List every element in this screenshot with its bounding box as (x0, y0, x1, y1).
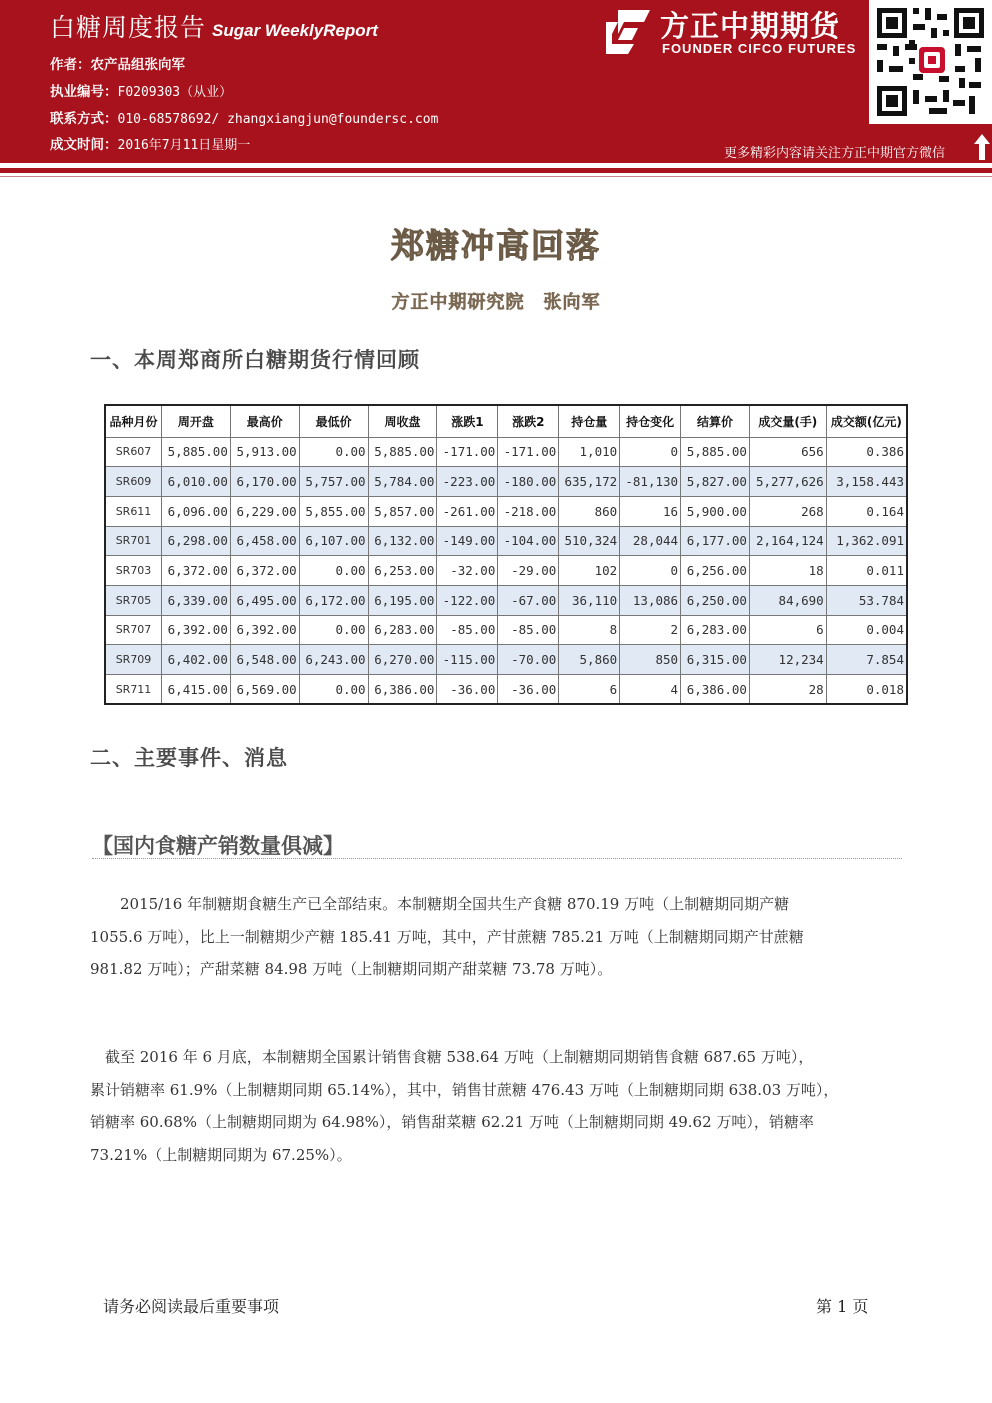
table-cell: -70.00 (498, 645, 559, 675)
paragraph-line: 累计销糖率 61.9%（上制糖期同期 65.14%），其中，销售甘蔗糖 476.43 万吨（上制糖期同期 638.03 万吨）， (90, 1080, 839, 1099)
contact-line (50, 107, 438, 127)
paragraph-line: 2015/16 年制糖期食糖生产已全部结束。本制糖期全国共生产食糖 870.19 万吨（上制糖期同期产糖 (90, 895, 790, 913)
table-cell: 6,402.00 (162, 645, 231, 675)
table-cell: 84,690 (749, 585, 826, 615)
table-cell: 28 (749, 675, 826, 705)
table-cell: 0.00 (299, 556, 368, 586)
paragraph-production (90, 888, 910, 986)
table-cell: 6,177.00 (681, 526, 750, 556)
table-cell: 5,855.00 (299, 496, 368, 526)
table-cell: 6,283.00 (368, 615, 437, 645)
table-cell: 635,172 (559, 467, 620, 497)
contract-code-cell: SR611 (105, 496, 162, 526)
table-cell: 6,096.00 (162, 496, 231, 526)
page-number: 第 1 页 (816, 1297, 869, 1316)
table-row (105, 437, 907, 467)
table-cell: 6,298.00 (162, 526, 231, 556)
table-cell: -85.00 (437, 615, 498, 645)
table-cell: 6,229.00 (230, 496, 299, 526)
table-cell: 5,827.00 (681, 467, 750, 497)
subheading-rule (92, 858, 902, 859)
header-divider-thin (0, 176, 992, 177)
subheading-production-sales: 【国内食糖产销数量俱减】 (92, 834, 344, 858)
table-cell: 6,315.00 (681, 645, 750, 675)
column-header: 成交量(手) (749, 405, 826, 437)
table-cell: -149.00 (437, 526, 498, 556)
column-header: 涨跌2 (498, 405, 559, 437)
table-cell: 0.386 (826, 437, 907, 467)
table-cell: 6,392.00 (230, 615, 299, 645)
table-cell: 13,086 (620, 585, 681, 615)
contract-code-cell: SR711 (105, 675, 162, 705)
table-cell: 5,885.00 (681, 437, 750, 467)
column-header: 品种月份 (105, 405, 162, 437)
table-cell: 3,158.443 (826, 467, 907, 497)
table-cell: 268 (749, 496, 826, 526)
column-header: 最高价 (230, 405, 299, 437)
arrow-up-icon (974, 134, 990, 160)
table-cell: -32.00 (437, 556, 498, 586)
contact-info: 010-68578692/ zhangxiangjun@foundersc.com (117, 112, 439, 127)
table-cell: 2,164,124 (749, 526, 826, 556)
table-cell: -81,130 (620, 467, 681, 497)
table-cell: 5,885.00 (368, 437, 437, 467)
table-cell: 6,372.00 (230, 556, 299, 586)
table-cell: 5,900.00 (681, 496, 750, 526)
table-cell: 0.00 (299, 615, 368, 645)
table-cell: 6,283.00 (681, 615, 750, 645)
wechat-follow-note: 更多精彩内容请关注方正中期官方微信 (724, 146, 946, 161)
contract-code-cell: SR705 (105, 585, 162, 615)
table-cell: 2 (620, 615, 681, 645)
contract-code-cell: SR609 (105, 467, 162, 497)
header-divider (0, 168, 992, 173)
table-cell: 6,386.00 (368, 675, 437, 705)
table-cell: 6 (749, 615, 826, 645)
table-cell: -67.00 (498, 585, 559, 615)
table-header-row (105, 405, 907, 437)
table-cell: 6,495.00 (230, 585, 299, 615)
table-cell: 6,386.00 (681, 675, 750, 705)
contact-label: 联系方式： (50, 111, 118, 127)
column-header: 周开盘 (162, 405, 231, 437)
table-cell: -261.00 (437, 496, 498, 526)
table-row (105, 526, 907, 556)
table-cell: 28,044 (620, 526, 681, 556)
paragraph-line: 销糖率 60.68%（上制糖期同期为 64.98%），销售甜菜糖 62.21 万吨（上制糖期同期 49.62 万吨），销糖率 (90, 1113, 814, 1131)
report-title-en: Sugar WeeklyReport (212, 21, 378, 40)
table-row (105, 645, 907, 675)
table-cell: 6,250.00 (681, 585, 750, 615)
document-title: 郑糖冲高回落 (391, 226, 601, 265)
table-row (105, 556, 907, 586)
table-cell: -171.00 (437, 437, 498, 467)
logo-text-en: FOUNDER CIFCO FUTURES (662, 41, 857, 56)
paragraph-line: 1055.6 万吨），比上一制糖期少产糖 185.41 万吨，其中，产甘蔗糖 785.21 万吨（上制糖期同期产甘蔗糖 (90, 927, 804, 946)
table-cell: 6,392.00 (162, 615, 231, 645)
table-row (105, 675, 907, 705)
footer-notice: 请务必阅读最后重要事项 (103, 1297, 280, 1316)
date-label: 成文时间： (50, 137, 118, 153)
table-cell: 6,372.00 (162, 556, 231, 586)
table-cell: 6,172.00 (299, 585, 368, 615)
table-cell: 5,913.00 (230, 437, 299, 467)
table-cell: 1,010 (559, 437, 620, 467)
table-row (105, 496, 907, 526)
qr-code-icon (869, 0, 992, 124)
table-cell: -36.00 (437, 675, 498, 705)
contract-code-cell: SR709 (105, 645, 162, 675)
table-cell: 36,110 (559, 585, 620, 615)
table-cell: 6,458.00 (230, 526, 299, 556)
table-cell: 850 (620, 645, 681, 675)
author-name: 农产品组张向军 (90, 57, 185, 73)
table-cell: 6,107.00 (299, 526, 368, 556)
futures-quotes-table (104, 404, 908, 705)
license-number: F0209303（从业） (117, 85, 233, 100)
report-date: 2016年7月11日星期一 (117, 138, 251, 153)
section-heading-events: 二、主要事件、消息 (90, 746, 288, 770)
table-cell: 16 (620, 496, 681, 526)
table-cell: -104.00 (498, 526, 559, 556)
contract-code-cell: SR707 (105, 615, 162, 645)
paragraph-line: 981.82 万吨）；产甜菜糖 84.98 万吨（上制糖期同期产甜菜糖 73.78 万吨）。 (90, 960, 613, 978)
table-cell: 5,885.00 (162, 437, 231, 467)
table-cell: -115.00 (437, 645, 498, 675)
table-cell: -180.00 (498, 467, 559, 497)
table-cell: 8 (559, 615, 620, 645)
table-cell: 6,415.00 (162, 675, 231, 705)
table-cell: 6,270.00 (368, 645, 437, 675)
table-row (105, 467, 907, 497)
table-cell: 656 (749, 437, 826, 467)
date-line (50, 133, 250, 153)
table-cell: 6,170.00 (230, 467, 299, 497)
column-header: 成交额(亿元) (826, 405, 907, 437)
table-cell: 0.00 (299, 675, 368, 705)
table-cell: 6,243.00 (299, 645, 368, 675)
table-cell: 0 (620, 556, 681, 586)
license-line (50, 80, 232, 100)
column-header: 结算价 (681, 405, 750, 437)
column-header: 涨跌1 (437, 405, 498, 437)
table-row (105, 615, 907, 645)
paragraph-line: 73.21%（上制糖期同期为 67.25%）。 (90, 1145, 352, 1164)
table-cell: -218.00 (498, 496, 559, 526)
table-cell: 7.854 (826, 645, 907, 675)
report-title (50, 8, 378, 44)
table-cell: 0.004 (826, 615, 907, 645)
table-row (105, 585, 907, 615)
table-cell: 6,253.00 (368, 556, 437, 586)
table-cell: 102 (559, 556, 620, 586)
table-cell: 5,860 (559, 645, 620, 675)
author-label: 作者： (50, 57, 91, 73)
table-cell: 12,234 (749, 645, 826, 675)
table-cell: -171.00 (498, 437, 559, 467)
table-cell: 6,548.00 (230, 645, 299, 675)
section-heading-market-review: 一、本周郑商所白糖期货行情回顾 (90, 348, 420, 372)
table-cell: 6,195.00 (368, 585, 437, 615)
document-subtitle: 方正中期研究院 张向军 (391, 292, 601, 313)
table-cell: 5,857.00 (368, 496, 437, 526)
report-title-cn: 白糖周度报告 (50, 13, 207, 42)
table-cell: 18 (749, 556, 826, 586)
table-cell: -223.00 (437, 467, 498, 497)
table-cell: 860 (559, 496, 620, 526)
table-cell: -29.00 (498, 556, 559, 586)
contract-code-cell: SR701 (105, 526, 162, 556)
table-cell: -122.00 (437, 585, 498, 615)
table-cell: 6,256.00 (681, 556, 750, 586)
column-header: 持仓变化 (620, 405, 681, 437)
table-cell: 0.018 (826, 675, 907, 705)
logo-text-cn: 方正中期期货 (660, 9, 841, 43)
table-cell: 510,324 (559, 526, 620, 556)
contract-code-cell: SR607 (105, 437, 162, 467)
paragraph-line: 截至 2016 年 6 月底，本制糖期全国累计销售食糖 538.64 万吨（上制糖期同期销售食糖 687.65 万吨）， (90, 1048, 814, 1066)
column-header: 最低价 (299, 405, 368, 437)
author-line (50, 53, 185, 73)
table-cell: 6,010.00 (162, 467, 231, 497)
founder-logo-icon (604, 8, 652, 56)
contract-code-cell: SR703 (105, 556, 162, 586)
column-header: 持仓量 (559, 405, 620, 437)
table-cell: 1,362.091 (826, 526, 907, 556)
table-cell: 53.784 (826, 585, 907, 615)
table-cell: 0.00 (299, 437, 368, 467)
table-cell: 6,339.00 (162, 585, 231, 615)
table-cell: 4 (620, 675, 681, 705)
table-cell: 5,277,626 (749, 467, 826, 497)
table-cell: 5,784.00 (368, 467, 437, 497)
table-cell: 0.011 (826, 556, 907, 586)
paragraph-sales (90, 1041, 910, 1171)
table-cell: -85.00 (498, 615, 559, 645)
table-cell: 6,132.00 (368, 526, 437, 556)
column-header: 周收盘 (368, 405, 437, 437)
table-cell: 6,569.00 (230, 675, 299, 705)
table-cell: 0.164 (826, 496, 907, 526)
license-label: 执业编号： (50, 84, 118, 100)
table-cell: -36.00 (498, 675, 559, 705)
table-cell: 6 (559, 675, 620, 705)
table-cell: 0 (620, 437, 681, 467)
table-cell: 5,757.00 (299, 467, 368, 497)
